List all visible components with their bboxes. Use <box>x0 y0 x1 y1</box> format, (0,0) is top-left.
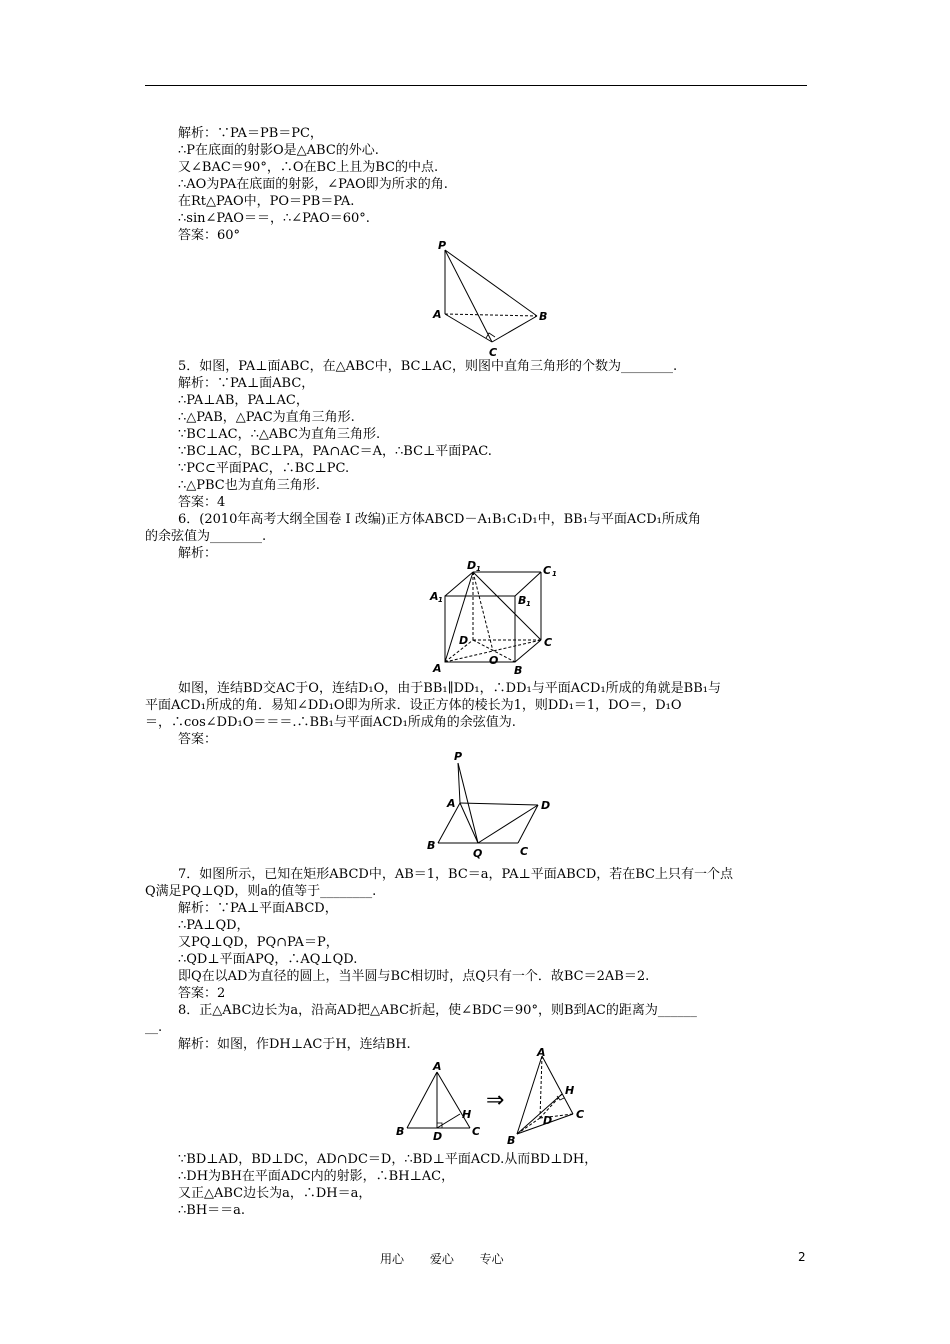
figure-triangle-folded <box>505 1048 605 1148</box>
text-line: 解析：∵PA⊥平面ABCD， <box>178 901 338 916</box>
header-rule <box>145 85 807 86</box>
footer-slogan: 用心 爱心 专心 <box>380 1252 504 1266</box>
text-line: ∵BC⊥AC，∴△ABC为直角三角形. <box>178 427 381 442</box>
figure-triangle-flat <box>392 1060 492 1145</box>
vertex-label: D <box>543 1114 553 1127</box>
text-line: __. <box>145 1020 163 1035</box>
svg-text:1: 1 <box>526 600 531 608</box>
vertex-label: C <box>472 1125 481 1138</box>
text-line: 解析：∵PA⊥面ABC， <box>178 376 315 391</box>
svg-text:1: 1 <box>552 570 557 578</box>
implies-arrow: ⇒ <box>486 1088 505 1113</box>
problem-6: 6．(2010年高考大纲全国卷 Ⅰ 改编)正方体ABCD－A₁B₁C₁D₁中，BB₁与平面ACD₁所成角 <box>178 512 701 527</box>
vertex-label: D <box>467 560 477 572</box>
vertex-label: H <box>462 1108 472 1121</box>
vertex-label: C <box>520 845 529 858</box>
vertex-label: B <box>514 664 523 677</box>
text-line: ∵PC⊂平面PAC，∴BC⊥PC. <box>178 461 350 476</box>
text-line: ∴△PBC也为直角三角形. <box>178 478 320 493</box>
svg-text:1: 1 <box>438 596 443 604</box>
text-line: 又∠BAC＝90°，∴O在BC上且为BC的中点. <box>178 160 439 175</box>
text-line: ∵BC⊥AC，BC⊥PA，PA∩AC＝A，∴BC⊥平面PAC. <box>178 444 492 459</box>
text-line: ∴△PAB，△PAC为直角三角形. <box>178 410 355 425</box>
problem-8: 8．正△ABC边长为a，沿高AD把△ABC折起，使∠BDC＝90°，则B到AC的距离为______ <box>178 1003 697 1018</box>
vertex-label: A <box>433 662 442 675</box>
text-line: 解析：如图，作DH⊥AC于H，连结BH. <box>178 1037 411 1052</box>
vertex-label: A <box>433 1060 442 1073</box>
vertex-label: B <box>507 1134 516 1147</box>
text-line: Q满足PQ⊥QD，则a的值等于________. <box>145 884 377 899</box>
text-line: ∴PA⊥QD， <box>178 918 250 933</box>
vertex-label: B <box>396 1125 405 1138</box>
text-line: 即Q在以AD为直径的圆上，当半圆与BC相切时，点Q只有一个．故BC＝2AB＝2. <box>178 969 650 984</box>
figure-pyramid-pabc <box>425 238 555 363</box>
problem-7: 7．如图所示，已知在矩形ABCD中，AB＝1，BC＝a，PA⊥平面ABCD，若在BC上只有一个点 <box>178 867 733 882</box>
answer-line: 答案：60° <box>178 228 241 243</box>
answer-line: 答案： <box>178 732 218 747</box>
text-line: 如图，连结BD交AC于O，连结D₁O，由于BB₁∥DD₁，∴DD₁与平面ACD₁所成的角就是BB₁与 <box>178 681 721 696</box>
vertex-label: Q <box>473 847 483 860</box>
text-line: ＝，∴cos∠DD₁O＝＝＝.∴BB₁与平面ACD₁所成角的余弦值为. <box>145 715 516 730</box>
vertex-label: B <box>518 594 527 607</box>
vertex-label: D <box>541 799 551 812</box>
vertex-label: A <box>447 797 456 810</box>
answer-line: 答案：2 <box>178 986 226 1001</box>
vertex-label: A <box>433 308 442 321</box>
text-line: 平面ACD₁所成的角．易知∠DD₁O即为所求．设正方体的棱长为1，则DD₁＝1，DO＝，D₁O <box>145 698 682 713</box>
text-line: 在Rt△PAO中，PO＝PB＝PA. <box>178 194 355 209</box>
text-line: 又正△ABC边长为a，∴DH＝a， <box>178 1186 372 1201</box>
text-line: ∴AO为PA在底面的射影，∠PAO即为所求的角. <box>178 177 448 192</box>
vertex-label: C <box>489 346 498 359</box>
text-line: 解析：∵PA＝PB＝PC， <box>178 126 323 141</box>
text-line: 解析： <box>178 546 218 561</box>
figure-rectangle-pq <box>420 745 560 865</box>
vertex-label: D <box>433 1130 443 1143</box>
vertex-label: D <box>459 634 469 647</box>
vertex-label: C <box>576 1108 585 1121</box>
problem-5: 5．如图，PA⊥面ABC，在△ABC中，BC⊥AC，则图中直角三角形的个数为________. <box>178 359 678 374</box>
text-line: ∴DH为BH在平面ADC内的射影，∴BH⊥AC， <box>178 1169 455 1184</box>
vertex-label: H <box>565 1084 575 1097</box>
vertex-label: A <box>537 1048 546 1059</box>
vertex-label: B <box>539 310 548 323</box>
text-line: ∴P在底面的射影O是△ABC的外心. <box>178 143 379 158</box>
vertex-label: P <box>438 239 447 252</box>
vertex-label: C <box>544 636 553 649</box>
text-line: 的余弦值为________. <box>145 529 267 544</box>
vertex-label: C <box>543 564 552 577</box>
text-line: ∵BD⊥AD，BD⊥DC，AD∩DC＝D，∴BD⊥平面ACD.从而BD⊥DH， <box>178 1152 598 1167</box>
vertex-label: B <box>427 839 436 852</box>
page-number: 2 <box>798 1250 806 1264</box>
vertex-label: O <box>489 654 499 667</box>
vertex-label: P <box>454 750 463 763</box>
answer-line: 答案：4 <box>178 495 226 510</box>
figure-cube <box>425 560 565 680</box>
text-line: ∴PA⊥AB，PA⊥AC， <box>178 393 309 408</box>
text-line: ∴QD⊥平面APQ，∴AQ⊥QD. <box>178 952 358 967</box>
text-line: 又PQ⊥QD，PQ∩PA＝P， <box>178 935 339 950</box>
text-line: ∴BH＝＝a. <box>178 1203 246 1218</box>
vertex-label: A <box>430 590 439 603</box>
svg-text:1: 1 <box>476 565 481 573</box>
text-line: ∴sin∠PAO＝＝，∴∠PAO＝60°. <box>178 211 370 226</box>
